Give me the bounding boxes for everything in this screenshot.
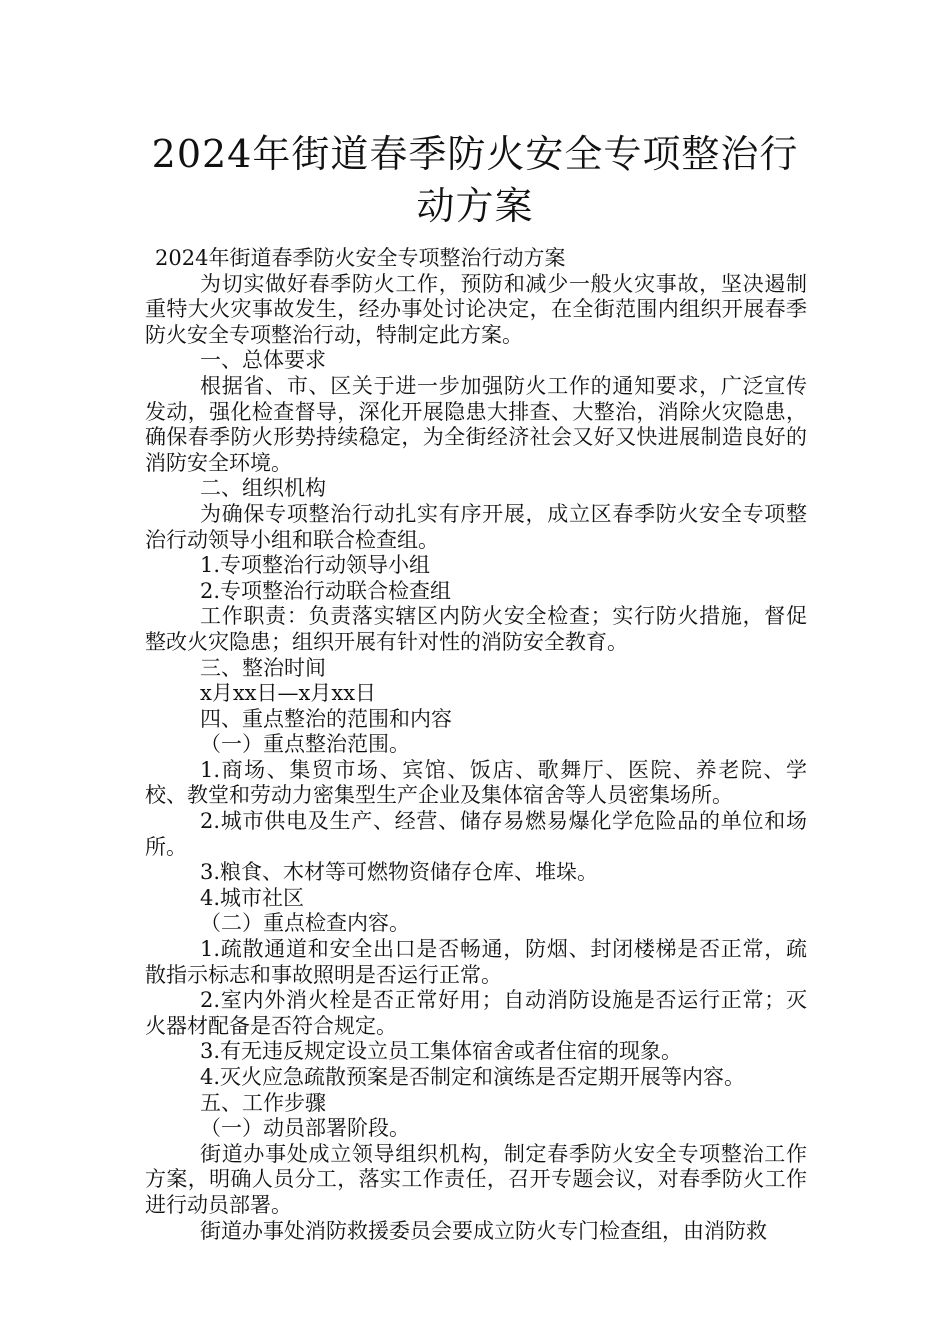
section-heading-work-steps: 五、工作步骤: [200, 1090, 326, 1115]
scope-item-3: 3.粮食、木材等可燃物资储存仓库、堆垛。: [200, 860, 599, 885]
scope-item-1: 1.商场、集贸市场、宾馆、饭店、歌舞厅、医院、养老院、学校、教堂和劳动力密集型生产企业及集体宿舍等人员密集场所。: [145, 757, 807, 808]
section-heading-schedule: 三、整治时间: [200, 655, 326, 680]
section-heading-scope-content: 四、重点整治的范围和内容: [200, 706, 452, 731]
scope-item-2: 2.城市供电及生产、经营、储存易燃易爆化学危险品的单位和场所。: [145, 809, 807, 859]
mobilization-paragraph: 街道办事处成立领导组织机构，制定春季防火安全专项整治工作方案，明确人员分工，落实工作责任，召开专题会议，对春季防火工作进行动员部署。: [145, 1141, 807, 1217]
inspection-item-4: 4.灭火应急疏散预案是否制定和演练是否定期开展等内容。: [200, 1065, 746, 1089]
fire-committee-paragraph: 街道办事处消防救援委员会要成立防火专门检查组，由消防救: [200, 1218, 767, 1243]
subsection-heading-mobilization: （一）动员部署阶段。: [200, 1116, 410, 1141]
scope-item-4: 4.城市社区: [200, 885, 305, 910]
organization-item-inspection-group: 2.专项整治行动联合检查组: [200, 578, 452, 603]
subsection-heading-scope: （一）重点整治范围。: [200, 732, 410, 757]
inspection-item-1: 1.疏散通道和安全出口是否畅通，防烟、封闭楼梯是否正常，疏散指示标志和事故照明是否运行正常。: [145, 937, 807, 987]
organization-paragraph: 为确保专项整治行动扎实有序开展，成立区春季防火安全专项整治行动领导小组和联合检查组。: [145, 501, 807, 552]
intro-paragraph: 为切实做好春季防火工作，预防和减少一般火灾事故，坚决遏制重特大火灾事故发生，经办事处讨论决定，在全街范围内组织开展春季防火安全专项整治行动，特制定此方案。: [145, 271, 807, 347]
organization-item-leading-group: 1.专项整治行动领导小组: [200, 553, 431, 578]
section-heading-organization: 二、组织机构: [200, 476, 326, 501]
general-requirements-paragraph: 根据省、市、区关于进一步加强防火工作的通知要求，广泛宣传发动，强化检查督导，深化开展隐患大排查、大整治，消除火灾隐患，确保春季防火形势持续稳定，为全街经济社会又好又快进展制造良好的消防安全环境。: [145, 373, 807, 475]
document-subtitle: 2024年街道春季防火安全专项整治行动方案: [155, 246, 566, 270]
inspection-item-2: 2.室内外消火栓是否正常好用；自动消防设施是否运行正常；灭火器材配备是否符合规定。: [145, 988, 807, 1038]
schedule-dates: x月xx日—x月xx日: [200, 681, 377, 706]
section-heading-general-requirements: 一、总体要求: [200, 348, 326, 373]
document-body: [145, 246, 807, 1244]
document-title: 2024年街道春季防火安全专项整治行动方案: [151, 132, 799, 228]
inspection-item-3: 3.有无违反规定设立员工集体宿舍或者住宿的现象。: [200, 1039, 683, 1064]
subsection-heading-inspection: （二）重点检查内容。: [200, 911, 410, 936]
work-duties-paragraph: 工作职责：负责落实辖区内防火安全检查；实行防火措施，督促整改火灾隐患；组织开展有针对性的消防安全教育。: [145, 604, 807, 654]
